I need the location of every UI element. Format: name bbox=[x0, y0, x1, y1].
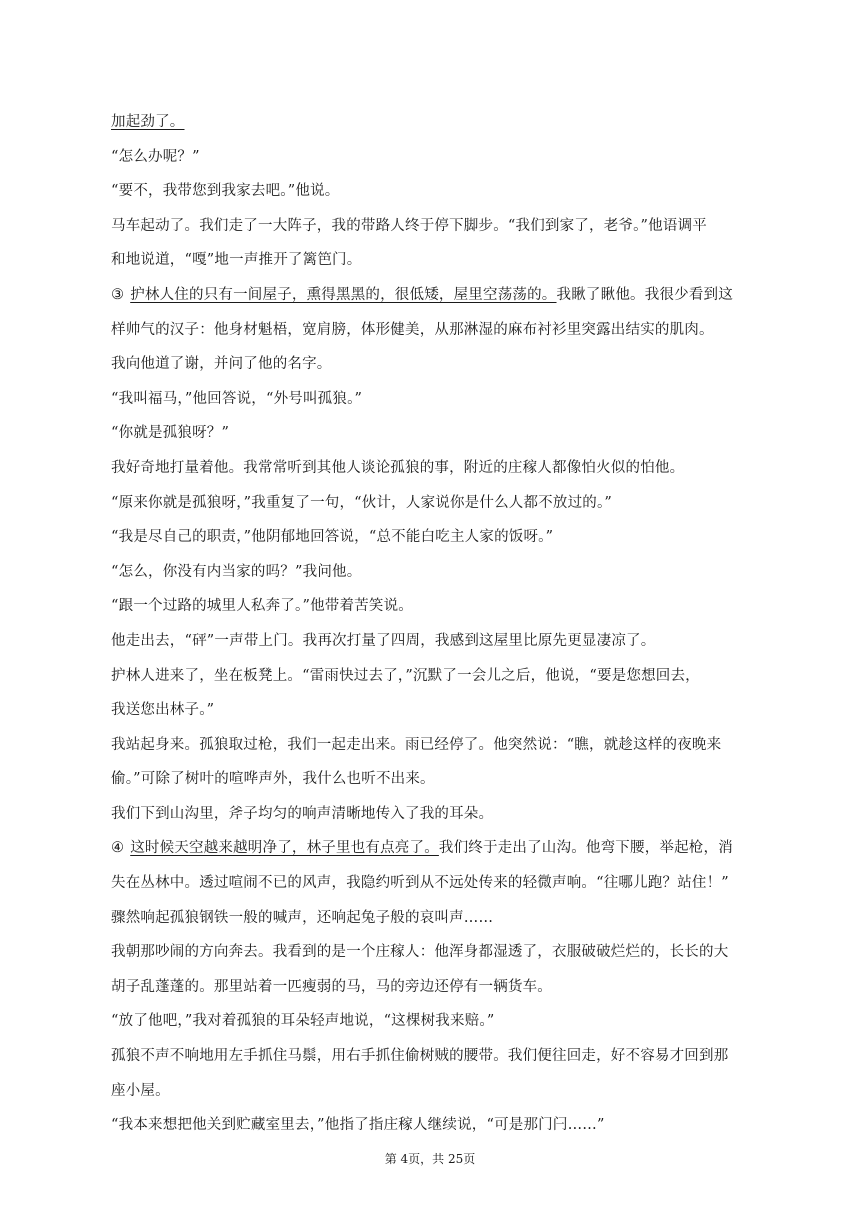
line-text: 座小屋。 bbox=[111, 1082, 170, 1099]
text-line bbox=[111, 560, 751, 595]
line-text: 骤然响起孤狼钢铁一般的喊声，还响起兔子般的哀叫声…… bbox=[111, 909, 494, 926]
text-line bbox=[111, 110, 751, 145]
line-text: 我站起身来。孤狼取过枪，我们一起走出来。雨已经停了。他突然说：“瞧，就趁这样的夜晚来 bbox=[111, 736, 722, 753]
line-text: 我好奇地打量着他。我常常听到其他人谈论孤狼的事，附近的庄稼人都像怕火似的怕他。 bbox=[111, 459, 685, 476]
text-line bbox=[111, 629, 751, 664]
text-line bbox=[111, 906, 751, 941]
line-text: 我送您出林子。” bbox=[111, 702, 215, 719]
line-text: “跟一个过路的城里人私奔了。”他带着苦笑说。 bbox=[111, 598, 413, 615]
text-line bbox=[111, 456, 751, 491]
text-line bbox=[111, 248, 751, 283]
text-line bbox=[111, 145, 751, 180]
line-text: 和地说道，“嘎”地一声推开了篱笆门。 bbox=[111, 252, 362, 269]
line-text: 我朝那吵闹的方向奔去。我看到的是一个庄稼人：他浑身都湿透了，衣服破破烂烂的，长长的大 bbox=[111, 944, 729, 961]
text-line bbox=[111, 767, 751, 802]
line-text: 胡子乱蓬蓬的。那里站着一匹瘦弱的马，马的旁边还停有一辆货车。 bbox=[111, 978, 552, 995]
line-text: 他走出去，“砰”一声带上门。我再次打量了四周，我感到这屋里比原先更显凄凉了。 bbox=[111, 632, 656, 649]
text-line bbox=[111, 318, 751, 353]
text-line bbox=[111, 352, 751, 387]
line-text: 马车起动了。我们走了一大阵子，我的带路人终于停下脚步。“我们到家了，老爷。”他语调平 bbox=[111, 217, 707, 234]
text-line bbox=[111, 283, 751, 318]
text-line bbox=[111, 1113, 751, 1148]
line-text: 护林人进来了，坐在板凳上。“雷雨快过去了，”沉默了一会儿之后，他说，“要是您想回去， bbox=[111, 667, 700, 684]
line-text: “我是尽自己的职责，”他阴郁地回答说，“总不能白吃主人家的饭呀。” bbox=[111, 529, 554, 546]
story-text bbox=[111, 110, 751, 1148]
line-text: 我们下到山沟里，斧子均匀的响声清晰地传入了我的耳朵。 bbox=[111, 805, 494, 822]
text-line bbox=[111, 940, 751, 975]
line-text: 失在丛林中。透过喧闹不已的风声，我隐约听到从不远处传来的轻微声响。“往哪儿跑？站住！” bbox=[111, 875, 729, 892]
text-line bbox=[111, 836, 751, 871]
line-text: “原来你就是孤狼呀，”我重复了一句，“伙计，人家说你是什么人都不放过的。” bbox=[111, 494, 613, 511]
line-text: “怎么，你没有内当家的吗？”我问他。 bbox=[111, 563, 362, 580]
text-line bbox=[111, 179, 751, 214]
underlined-sentence: 加起劲了。 bbox=[111, 114, 185, 130]
text-line bbox=[111, 594, 751, 629]
line-text: “你就是孤狼呀？” bbox=[111, 425, 230, 442]
line-text: “怎么办呢？” bbox=[111, 148, 200, 165]
underlined-sentence: 这时候天空越来越明净了，林子里也有点亮了。 bbox=[130, 840, 439, 857]
line-text: 我瞅了瞅他。我很少看到这 bbox=[556, 286, 733, 303]
text-line bbox=[111, 387, 751, 422]
line-text: 孤狼不声不响地用左手抓住马鬃，用右手抓住偷树贼的腰带。我们便往回走，好不容易才回到那 bbox=[111, 1048, 729, 1065]
text-line bbox=[111, 214, 751, 249]
paragraph-number: ③ bbox=[111, 286, 125, 303]
text-line bbox=[111, 733, 751, 768]
line-text: “我叫福马，”他回答说，“外号叫孤狼。” bbox=[111, 390, 363, 407]
line-text: 样帅气的汉子：他身材魁梧，宽肩膀，体形健美，从那淋湿的麻布衬衫里突露出结实的肌肉。 bbox=[111, 321, 714, 338]
underlined-sentence: 护林人住的只有一间屋子，熏得黑黑的，很低矮，屋里空荡荡的。 bbox=[130, 286, 557, 303]
paragraph-number: ④ bbox=[111, 840, 125, 857]
line-text: 我们终于走出了山沟。他弯下腰，举起枪，消 bbox=[438, 840, 733, 857]
text-line bbox=[111, 871, 751, 906]
line-text: “要不，我带您到我家去吧。”他说。 bbox=[111, 183, 340, 200]
text-line bbox=[111, 1044, 751, 1079]
text-line bbox=[111, 802, 751, 837]
text-line bbox=[111, 975, 751, 1010]
text-line bbox=[111, 421, 751, 456]
text-line bbox=[111, 698, 751, 733]
text-line bbox=[111, 491, 751, 526]
text-line bbox=[111, 1079, 751, 1114]
page-footer: 第 4页，共 25页 bbox=[384, 1152, 476, 1166]
line-text: “我本来想把他关到贮藏室里去，”他指了指庄稼人继续说，“可是那门闩……” bbox=[111, 1117, 605, 1134]
line-text: 我向他道了谢，并问了他的名字。 bbox=[111, 356, 332, 373]
line-text: “放了他吧，”我对着孤狼的耳朵轻声地说，“这棵树我来赔。” bbox=[111, 1013, 495, 1030]
text-line bbox=[111, 1009, 751, 1044]
text-line bbox=[111, 664, 751, 699]
text-line bbox=[111, 525, 751, 560]
line-text: 偷。”可除了树叶的喧哗声外，我什么也听不出来。 bbox=[111, 771, 435, 788]
